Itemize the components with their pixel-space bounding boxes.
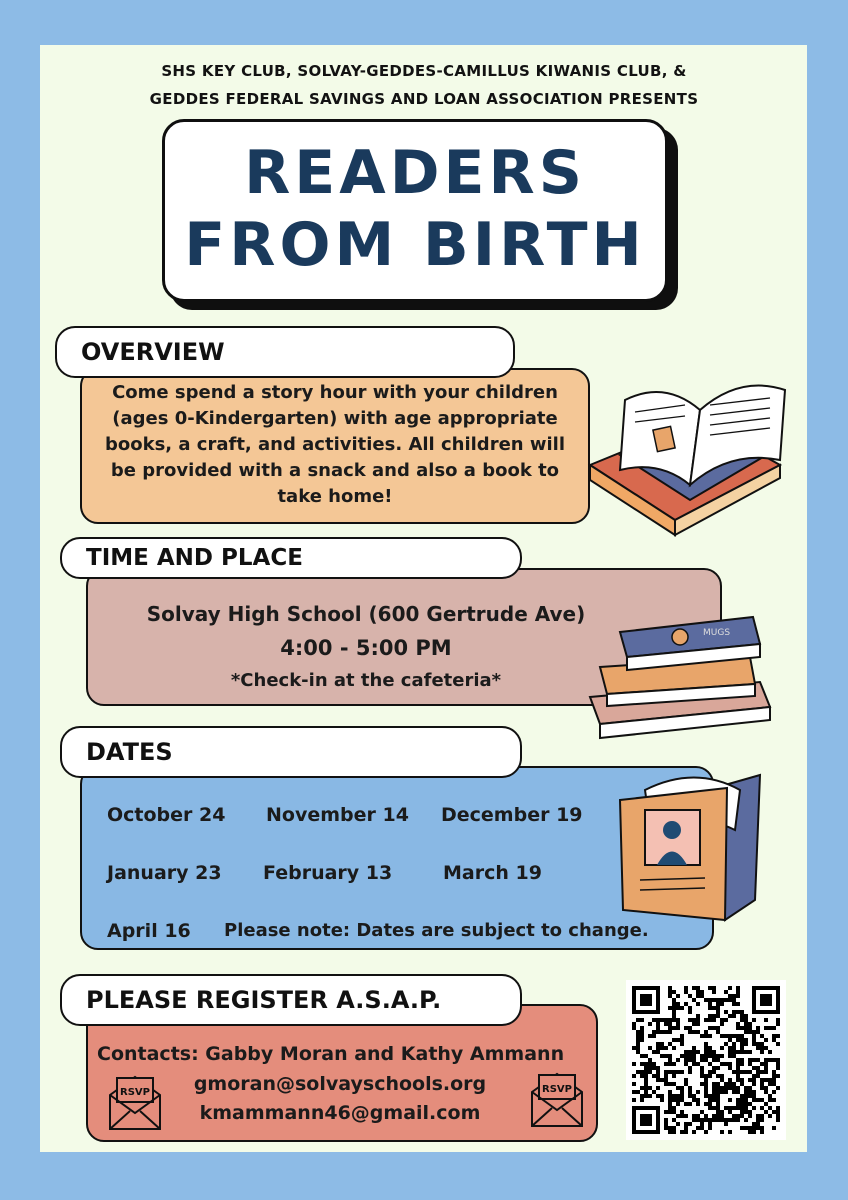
dates-heading: [60, 726, 522, 778]
title-line-2: FROM BIRTH: [184, 210, 646, 280]
overview-line: take home!: [277, 486, 393, 507]
book-stack-illustration: [585, 612, 785, 747]
qr-code[interactable]: [626, 980, 786, 1140]
date-item: January 23: [107, 862, 222, 884]
overview-line: books, a craft, and activities. All children will: [104, 434, 565, 455]
standing-book-illustration: [615, 770, 765, 930]
time-place-heading: [60, 537, 522, 579]
dates-heading-text: DATES: [86, 738, 173, 766]
contacts-text: Contacts: Gabby Moran and Kathy Ammann: [97, 1043, 565, 1065]
location-text: Solvay High School (600 Gertrude Ave): [146, 602, 586, 626]
rsvp-label: RSVP: [120, 1087, 150, 1098]
date-item: March 19: [443, 862, 542, 884]
date-item: April 16: [107, 920, 191, 942]
date-item: October 24: [107, 804, 226, 826]
rsvp-envelope-icon: [108, 1073, 162, 1131]
time-text: 4:00 - 5:00 PM: [280, 636, 452, 660]
date-item: December 19: [441, 804, 583, 826]
checkin-note: *Check-in at the cafeteria*: [230, 670, 502, 691]
overview-heading-text: OVERVIEW: [81, 338, 225, 366]
register-heading-text: PLEASE REGISTER A.S.A.P.: [86, 986, 442, 1014]
overview-line: (ages 0-Kindergarten) with age appropriate: [112, 408, 558, 429]
time-place-heading-text: TIME AND PLACE: [86, 545, 303, 571]
rsvp-label: RSVP: [542, 1084, 572, 1095]
overview-line: Come spend a story hour with your children: [112, 382, 558, 403]
email-2[interactable]: kmammann46@gmail.com: [199, 1102, 481, 1124]
overview-line: be provided with a snack and also a book to: [110, 460, 560, 481]
date-item: November 14: [266, 804, 409, 826]
presenters-line-2: GEDDES FEDERAL SAVINGS AND LOAN ASSOCIATION PRESENTS: [149, 90, 699, 108]
title-line-1: READERS: [244, 138, 586, 208]
date-item: February 13: [263, 862, 393, 884]
dates-note: Please note: Dates are subject to change.: [224, 920, 649, 941]
book-spine-label: MUGS: [703, 628, 731, 638]
register-heading: [60, 974, 522, 1026]
rsvp-envelope-icon: [530, 1070, 584, 1128]
title-box: [162, 119, 668, 302]
qr-code-graphic: [632, 986, 780, 1134]
open-book-illustration: [580, 360, 810, 520]
email-1[interactable]: gmoran@solvayschools.org: [193, 1073, 487, 1095]
overview-heading: [55, 326, 515, 378]
presenters-line-1: SHS KEY CLUB, SOLVAY-GEDDES-CAMILLUS KIWANIS CLUB, &: [161, 62, 687, 80]
overview-text: [82, 380, 588, 510]
